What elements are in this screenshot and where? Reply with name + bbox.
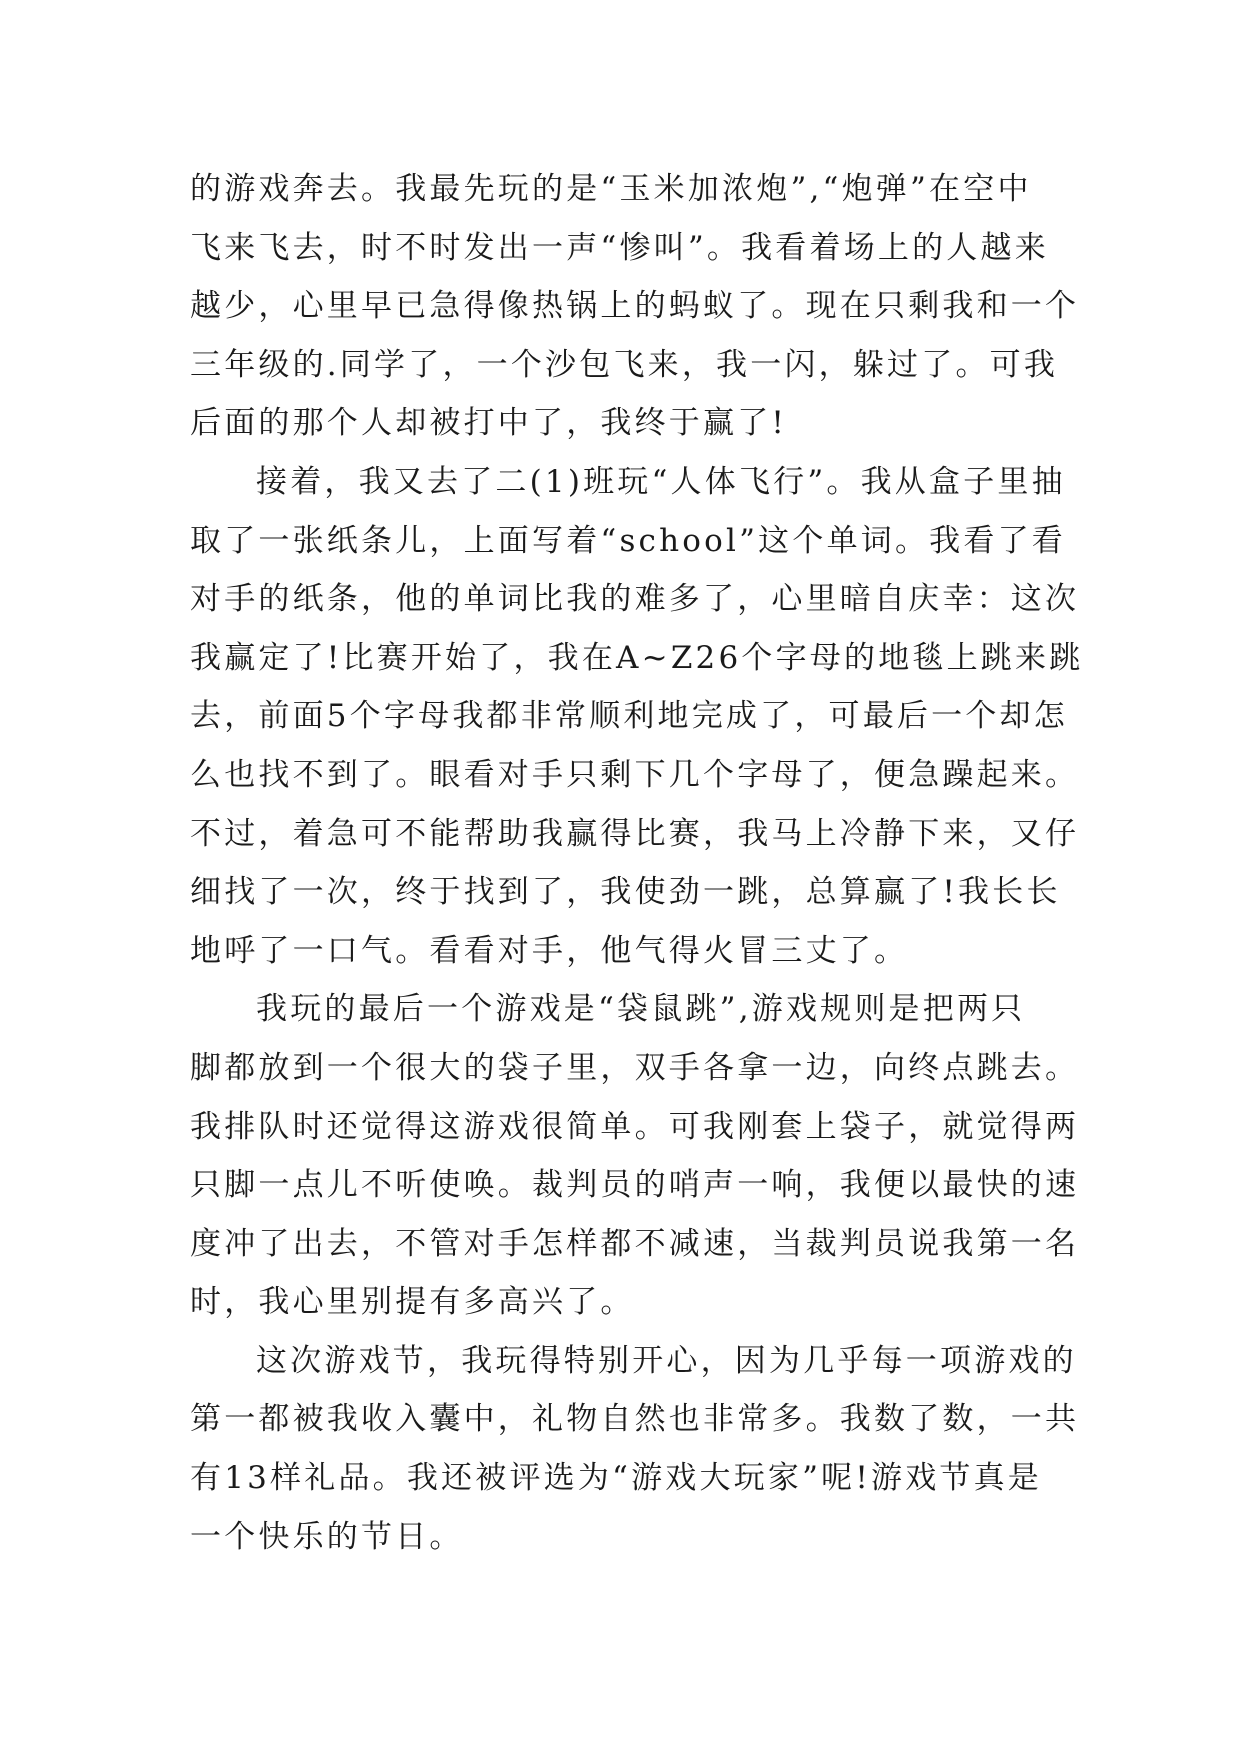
text-line: 三年级的.同学了，一个沙包飞来，我一闪，躲过了。可我 (190, 346, 1059, 383)
text-line: 度冲了出去，不管对手怎样都不减速，当裁判员说我第一名 (190, 1225, 1080, 1262)
essay-body (190, 160, 1084, 1566)
text-line: 我赢定了!比赛开始了，我在A~Z26个字母的地毯上跳来跳 (190, 639, 1084, 676)
text-line: 我玩的最后一个游戏是“袋鼠跳”,游戏规则是把两只 (256, 991, 1026, 1028)
text-line: 飞来飞去，时不时发出一声“惨叫”。我看着场上的人越来 (190, 229, 1049, 266)
text-line: 越少，心里早已急得像热锅上的蚂蚁了。现在只剩我和一个 (190, 288, 1080, 325)
text-line: 取了一张纸条儿，上面写着“school”这个单词。我看了看 (190, 522, 1066, 559)
text-line: 我排队时还觉得这游戏很简单。可我刚套上袋子，就觉得两 (190, 1108, 1080, 1145)
text-line: 时，我心里别提有多高兴了。 (190, 1284, 635, 1321)
text-line: 细找了一次，终于找到了，我使劲一跳，总算赢了!我长长 (190, 874, 1061, 911)
text-line: 地呼了一口气。看看对手，他气得火冒三丈了。 (190, 932, 909, 969)
paragraph-4 (190, 1332, 1080, 1566)
text-line: 接着，我又去了二(1)班玩“人体飞行”。我从盒子里抽 (256, 463, 1066, 500)
text-line: 这次游戏节，我玩得特别开心，因为几乎每一项游戏的 (256, 1342, 1077, 1379)
text-line: 有13样礼品。我还被评选为“游戏大玩家”呢!游戏节真是 (190, 1460, 1042, 1497)
text-line: 一个快乐的节日。 (190, 1518, 464, 1555)
text-line: 第一都被我收入囊中，礼物自然也非常多。我数了数，一共 (190, 1401, 1080, 1438)
text-line: 后面的那个人却被打中了，我终于赢了! (190, 405, 788, 442)
text-line: 的游戏奔去。我最先玩的是“玉米加浓炮”,“炮弹”在空中 (190, 171, 1032, 207)
paragraph-3 (190, 980, 1080, 1332)
text-line: 不过，着急可不能帮助我赢得比赛，我马上冷静下来，又仔 (190, 815, 1080, 852)
text-line: 对手的纸条，他的单词比我的难多了，心里暗自庆幸：这次 (190, 581, 1080, 618)
paragraph-1 (190, 160, 1080, 453)
text-line: 么也找不到了。眼看对手只剩下几个字母了，便急躁起来。 (190, 756, 1080, 793)
paragraph-2 (190, 453, 1084, 980)
text-line: 去，前面5个字母我都非常顺利地完成了，可最后一个却怎 (190, 698, 1068, 735)
text-line: 只脚一点儿不听使唤。裁判员的哨声一响，我便以最快的速 (190, 1167, 1080, 1204)
text-line: 脚都放到一个很大的袋子里，双手各拿一边，向终点跳去。 (190, 1049, 1080, 1086)
